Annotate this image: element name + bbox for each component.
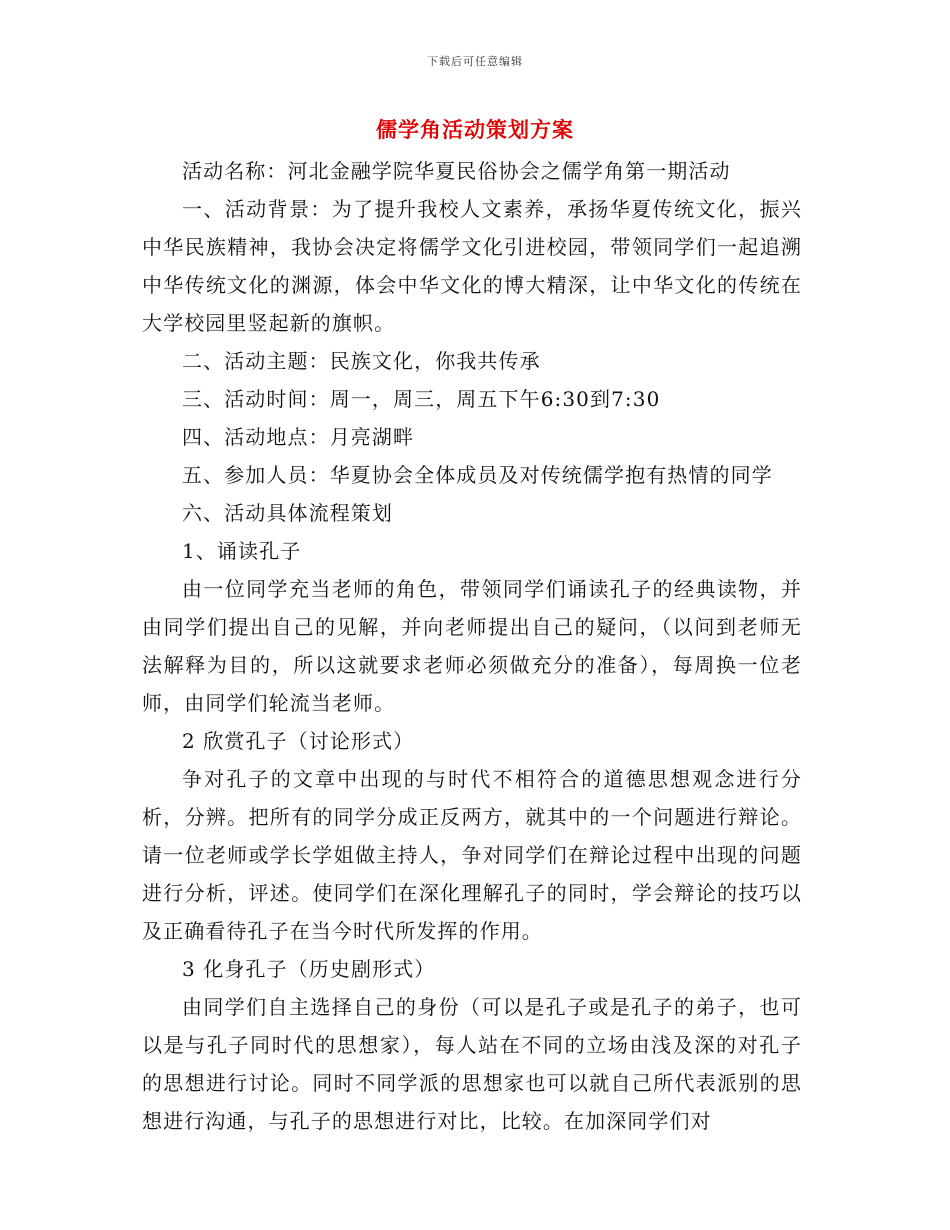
document-body [142,152,802,1140]
subheading-appreciate: 2 欣赏孔子（讨论形式） [182,729,415,753]
paragraph-theme: 二、活动主题：民族文化，你我共传承 [182,349,541,373]
paragraph-participants: 五、参加人员：华夏协会全体成员及对传统儒学抱有热情的同学 [182,463,773,487]
paragraph-location: 四、活动地点：月亮湖畔 [182,425,415,449]
paragraph-appreciate: 争对孔子的文章中出现的与时代不相符合的道德思想观念进行分析，分辨。把所有的同学分成正反两方，就其中的一个问题进行辩论。请一位老师或学长学姐做主持人，争对同学们在辩论过程中出现的问题进行分析，评述。使同学们在深化理解孔子的同时，学会辩论的技巧以及正确看待孔子在当今时代所发挥的作用。 [142,767,802,943]
section-heading-process: 六、活动具体流程策划 [182,501,393,525]
paragraph-time: 三、活动时间：周一，周三，周五下午6:30到7:30 [182,387,661,411]
paragraph-recite: 由一位同学充当老师的角色，带领同学们诵读孔子的经典读物，并由同学们提出自己的见解，并向老师提出自己的疑问，（以问到老师无法解释为目的，所以这就要求老师必须做充分的准备），每周换一位老师，由同学们轮流当老师。 [142,577,802,715]
document-title: 儒学角活动策划方案 [376,117,574,142]
paragraph-roleplay: 由同学们自主选择自己的身份（可以是孔子或是孔子的弟子，也可以是与孔子同时代的思想家），每人站在不同的立场由浅及深的对孔子的思想进行讨论。同时不同学派的思想家也可以就自己所代表派别的思想进行沟通，与孔子的思想进行对比，比较。在加深同学们对 [142,995,802,1133]
subheading-recite: 1、诵读孔子 [182,539,302,563]
subheading-roleplay: 3 化身孔子（历史剧形式） [182,957,436,981]
paragraph-activity-name: 活动名称：河北金融学院华夏民俗协会之儒学角第一期活动 [182,159,731,183]
header-note: 下载后可任意编辑 [427,55,523,68]
paragraph-background: 一、活动背景：为了提升我校人文素养，承扬华夏传统文化，振兴中华民族精神，我协会决定将儒学文化引进校园，带领同学们一起追溯中华传统文化的渊源，体会中华文化的博大精深，让中华文化的传统在大学校园里竖起新的旗帜。 [142,197,802,335]
